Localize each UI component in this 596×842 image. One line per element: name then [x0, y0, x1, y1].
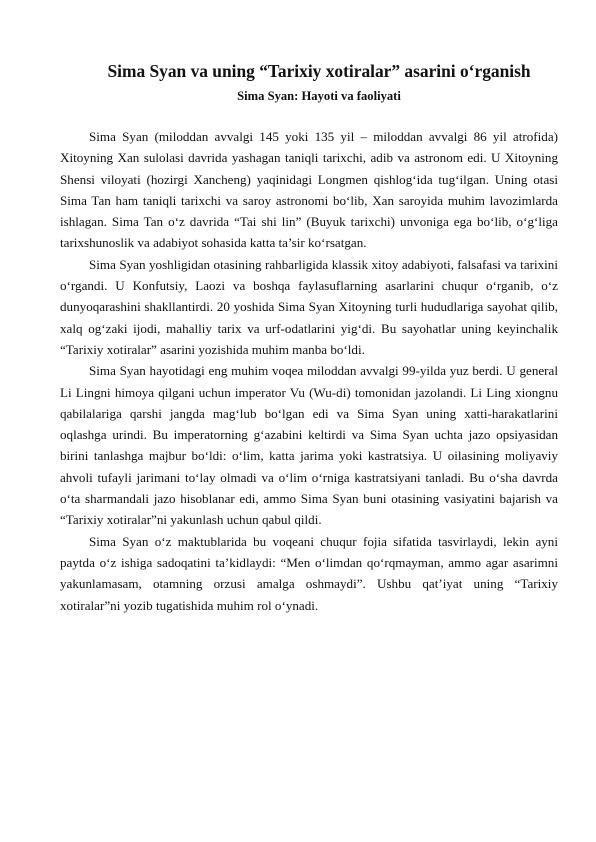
- paragraph: Sima Syan hayotidagi eng muhim voqea miloddan avvalgi 99-yilda yuz berdi. U general Li Lingni himoya qilgani uchun imperator Vu (Wu-di) tomonidan jazolandi. Li Ling xiongnu qabilalariga qarshi jangda mag‘lub bo‘lgan edi va Sima Syan uning xatti-harakatlarini oqlashga urindi. Bu imperatorning g‘azabini keltirdi va Sima Syan uchta jazo opsiyasidan birini tanlashga majbur bo‘ldi: o‘lim, katta jarima yoki kastratsiya. U oilasining moliyaviy ahvoli tufayli jarimani to‘lay olmadi va o‘lim o‘rniga kastratsiyani tanladi. Bu o‘sha davrda o‘ta sharmandali jazo hisoblanar edi, ammo Sima Syan buni otasining vasiyatini bajarish va “Tarixiy xotiralar”ni yakunlash uchun qabul qildi.: [60, 363, 558, 528]
- document-title: Sima Syan va uning “Tarixiy xotiralar” asarini o‘rganish: [107, 61, 531, 81]
- document-body: [60, 126, 558, 616]
- paragraph: Sima Syan (miloddan avvalgi 145 yoki 135 yil – miloddan avvalgi 86 yil atrofida) Xitoyning Xan sulolasi davrida yashagan taniqli tarixchi, adib va astronom edi. U Xitoyning Shensi viloyati (hozirgi Xancheng) yaqinidagi Longmen qishlog‘ida tug‘ilgan. Uning otasi Sima Tan ham taniqli tarixchi va saroy astronomi bo‘lib, Xan saroyida muhim lavozimlarda ishlagan. Sima Tan o‘z davrida “Tai shi lin” (Buyuk tarixchi) unvoniga ega bo‘lib, o‘g‘liga tarixshunoslik va adabiyot sohasida katta ta’sir ko‘rsatgan.: [60, 129, 558, 251]
- paragraph: Sima Syan o‘z maktublarida bu voqeani chuqur fojia sifatida tasvirlaydi, lekin ayni paytda o‘z ishiga sadoqatini ta’kidlaydi: “Men o‘limdan qo‘rqmayman, ammo agar asarimni yakunlamasam, otamning orzusi amalga oshmaydi”. Ushbu qat’iyat uning “Tarixiy xotiralar”ni yozib tugatishida muhim rol o‘ynadi.: [60, 533, 558, 613]
- paragraph: Sima Syan yoshligidan otasining rahbarligida klassik xitoy adabiyoti, falsafasi va tarixini o‘rgandi. U Konfutsiy, Laozi va boshqa faylasuflarning asarlarini chuqur o‘rganib, o‘z dunyoqarashini shakllantirdi. 20 yoshida Sima Syan Xitoyning turli hududlariga sayohat qilib, xalq og‘zaki ijodi, mahalliy tarix va urf-odatlarini yig‘di. Bu sayohatlar uning keyinchalik “Tarixiy xotiralar” asarini yozishida muhim manba bo‘ldi.: [60, 256, 558, 357]
- document-subtitle: Sima Syan: Hayoti va faoliyati: [237, 89, 401, 103]
